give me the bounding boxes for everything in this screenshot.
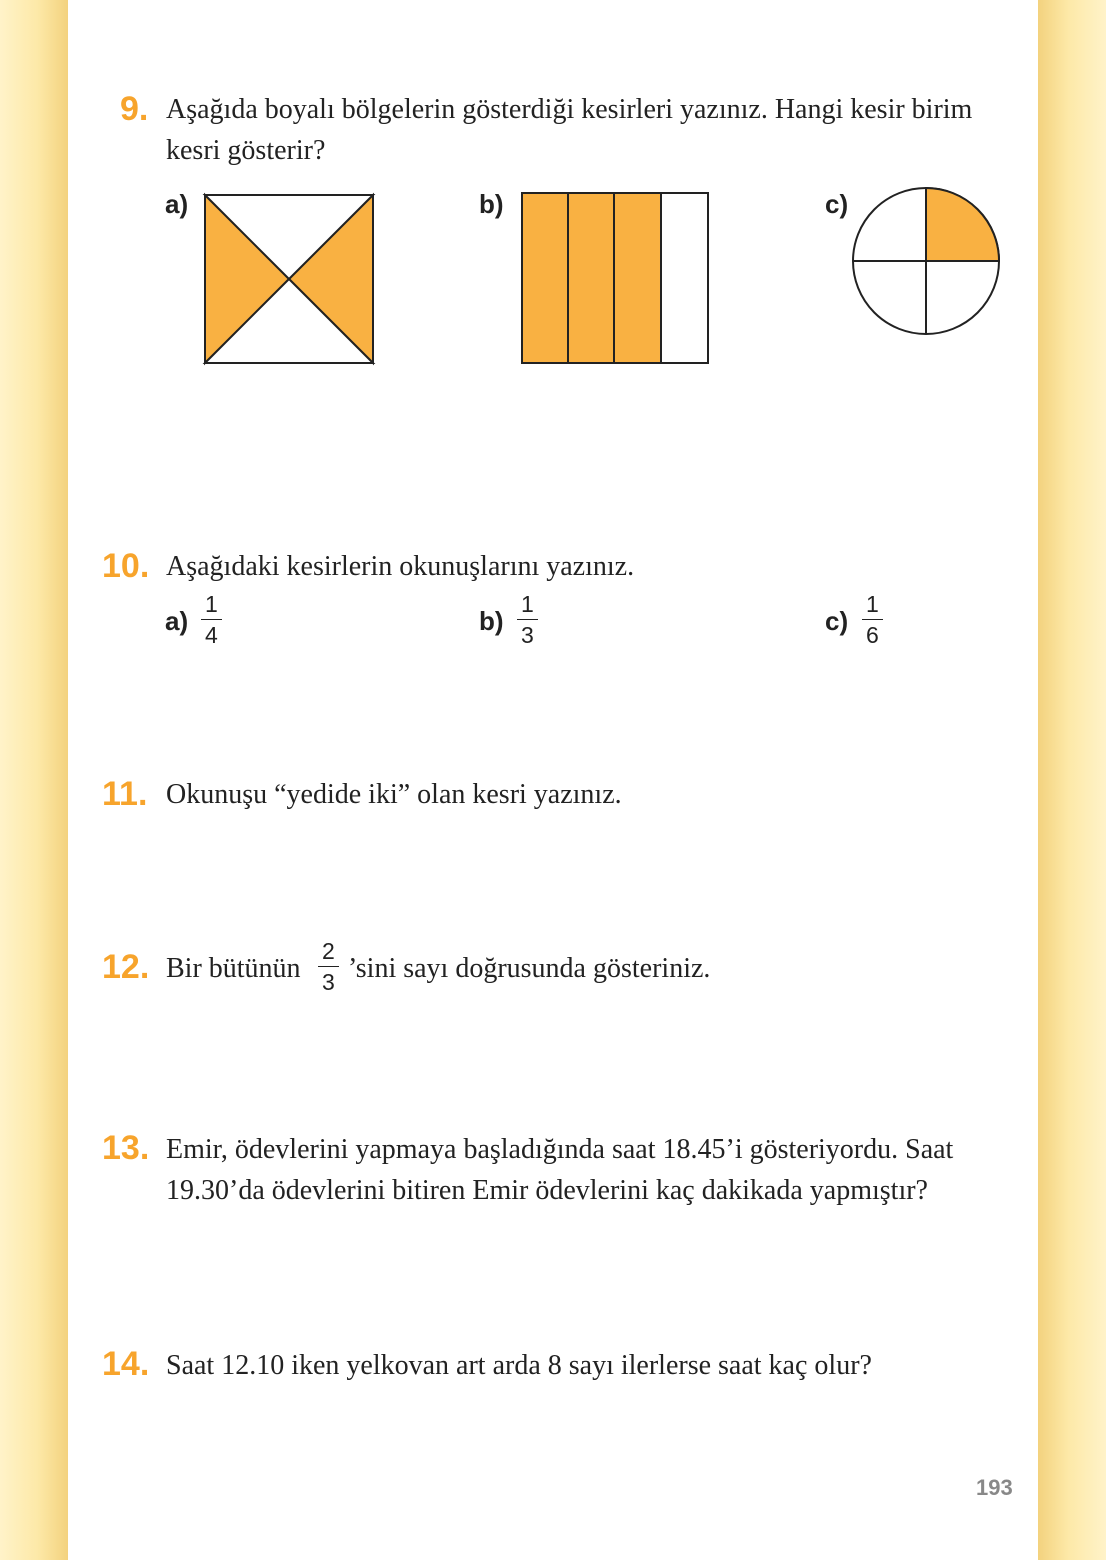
denominator: 4	[205, 622, 218, 648]
question-text: Okunuşu “yedide iki” olan kesri yazınız.	[166, 779, 622, 810]
fraction-one-sixth	[862, 593, 883, 647]
question-number: 9.	[120, 90, 149, 128]
option-a-label: a)	[165, 189, 189, 219]
question-text-line-2: 19.30’da ödevlerini bitiren Emir ödevlerini kaç dakikada yapmıştır?	[166, 1175, 928, 1206]
numerator: 1	[201, 593, 222, 620]
question-number: 10.	[102, 547, 150, 585]
numerator: 2	[318, 940, 339, 967]
option-a-label: a)	[165, 606, 189, 636]
fraction-one-third	[517, 593, 538, 647]
question-text-after: ’sini sayı doğrusunda gösteriniz.	[348, 953, 711, 984]
right-page-edge	[1038, 0, 1106, 1560]
figure-a-square-triangles	[204, 194, 374, 364]
question-number: 13.	[102, 1129, 150, 1167]
question-number: 12.	[102, 948, 150, 986]
numerator: 1	[517, 593, 538, 620]
question-text-line-2: kesri gösterir?	[166, 135, 326, 166]
option-b-label: b)	[479, 606, 504, 636]
figure-b-rectangle-columns	[521, 192, 709, 364]
unshaded-column-4	[661, 193, 708, 363]
denominator: 3	[521, 622, 534, 648]
shaded-column-1	[522, 193, 568, 363]
numerator: 1	[862, 593, 883, 620]
question-number: 14.	[102, 1345, 150, 1383]
question-text-line-1: Aşağıda boyalı bölgelerin gösterdiği kesirleri yazınız. Hangi kesir birim	[166, 94, 973, 125]
left-page-edge	[0, 0, 68, 1560]
question-number: 11.	[102, 775, 148, 813]
question-text: Saat 12.10 iken yelkovan art arda 8 sayı ilerlerse saat kaç olur?	[166, 1350, 872, 1381]
fraction-two-thirds	[318, 940, 339, 994]
question-text-line-1: Emir, ödevlerini yapmaya başladığında saat 18.45’i gösteriyordu. Saat	[166, 1134, 954, 1165]
shaded-column-3	[614, 193, 661, 363]
question-text: Aşağıdaki kesirlerin okunuşlarını yazınız.	[166, 551, 635, 582]
option-b-label: b)	[479, 189, 504, 219]
question-text-before: Bir bütünün	[166, 953, 301, 984]
shaded-column-2	[568, 193, 614, 363]
figure-c-circle-quarters	[852, 187, 1000, 335]
option-c-label: c)	[825, 606, 849, 636]
denominator: 3	[322, 969, 335, 995]
option-c-label: c)	[825, 189, 849, 219]
denominator: 6	[866, 622, 879, 648]
shaded-quarter	[926, 188, 999, 261]
page-number: 193	[976, 1475, 1013, 1500]
fraction-one-quarter	[201, 593, 222, 647]
worksheet-page	[68, 0, 1038, 1560]
